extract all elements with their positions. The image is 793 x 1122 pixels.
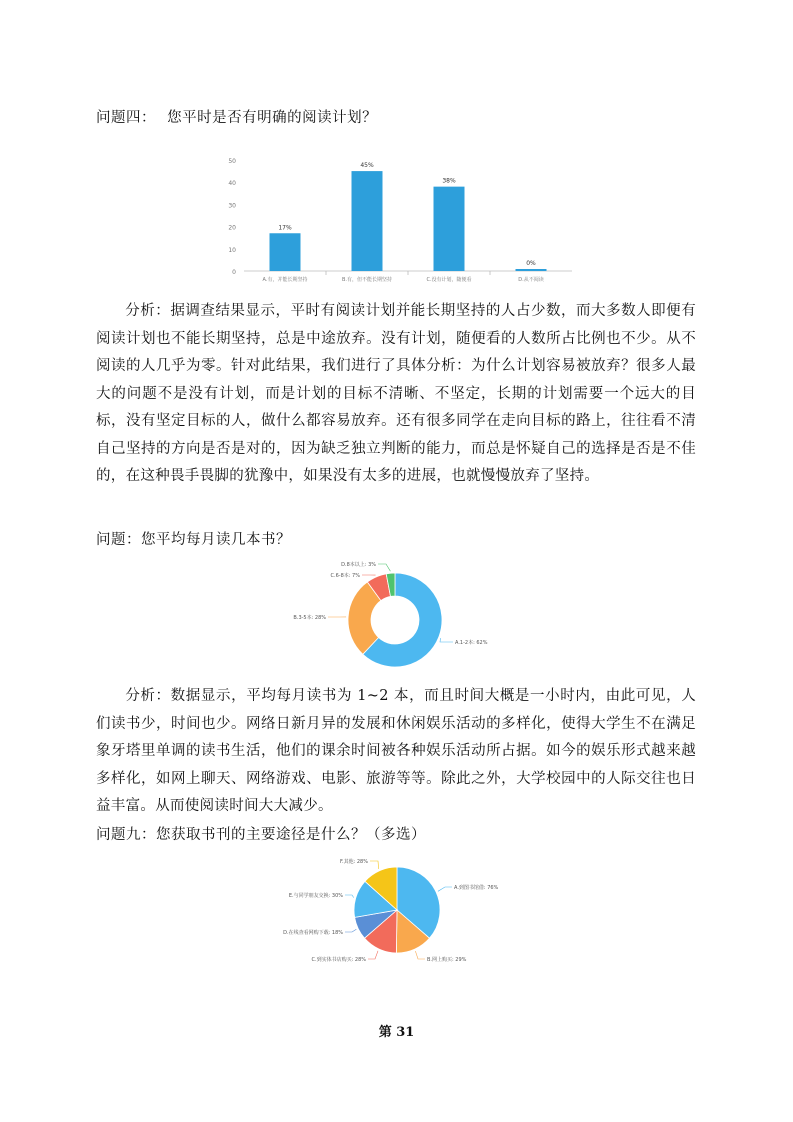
- slice-label: D.8本以上: 3%: [341, 562, 376, 568]
- slice-label: D.在线查看网购下载: 18%: [283, 930, 343, 936]
- bar: [352, 171, 383, 271]
- question-4-text: 您平时是否有明确的阅读计划？: [167, 110, 378, 126]
- book-source-pie-chart: [270, 852, 530, 972]
- question-9-label: 问题九：: [96, 827, 156, 843]
- reading-plan-bar-chart: [222, 150, 582, 295]
- slice-label: E.与同学朋友交换: 30%: [288, 893, 343, 899]
- y-tick-label: 40: [228, 180, 236, 188]
- leader-line: [378, 564, 390, 571]
- bar: [270, 233, 301, 271]
- slice-label: A.1-2本: 62%: [455, 640, 488, 646]
- leader-line: [440, 638, 453, 642]
- bar-value-label: 45%: [360, 162, 374, 170]
- bar-value-label: 17%: [278, 224, 292, 232]
- leader-line: [438, 887, 452, 891]
- x-category-label: A.有，并能长期坚持: [262, 277, 308, 283]
- slice-label: C.6-8本: 7%: [330, 573, 360, 579]
- question-books-text: 您平均每月读几本书？: [141, 532, 291, 548]
- analysis-2-text: 数据显示，平均每月读书为 1~2 本，而且时间大概是一小时内，由此可见，人们读书少，时间也少。网络日新月异的发展和休闲娱乐活动的多样化，使得大学生不在满足象牙塔里单调的读书生活，他们的课余时间被各种娱乐活动所占据。如今的娱乐形式越来越多样化，如网上聊天、网络游戏、电影、旅游等等。除此之外，大学校园中的人际交往也日益丰富。从而使阅读时间大大减少。: [96, 688, 696, 814]
- bar: [434, 187, 465, 271]
- y-tick-label: 0: [232, 269, 236, 276]
- bar-value-label: 38%: [442, 177, 456, 185]
- question-9: [96, 823, 426, 844]
- x-category-label: C.没有计划，随便看: [426, 277, 472, 283]
- x-category-label: B.有，但不能长期坚持: [341, 277, 393, 283]
- analysis-2-label: 分析：: [125, 688, 171, 704]
- analysis-1-label: 分析：: [125, 303, 171, 319]
- slice-label: B.3-5本: 28%: [293, 615, 326, 621]
- leader-line: [345, 895, 354, 898]
- question-4: [96, 106, 377, 127]
- question-books-label: 问题：: [96, 532, 141, 548]
- slice-label: B.网上购买: 29%: [427, 957, 467, 963]
- leader-line: [368, 951, 378, 959]
- question-4-label: 问题四：: [96, 110, 156, 126]
- page-number: 第 31: [378, 1025, 415, 1040]
- analysis-1-text: 据调查结果显示，平时有阅读计划并能长期坚持的人占少数，而大多数人即便有阅读计划也不能长期坚持，总是中途放弃。没有计划，随便看的人数所占比例也不少。从不阅读的人几乎为零。针对此结果，我们进行了具体分析：为什么计划容易被放弃？很多人最大的问题不是没有计划，而是计划的目标不清晰、不坚定，长期的计划需要一个远大的目标，没有坚定目标的人，做什么都容易放弃。还有很多同学在走向目标的路上，往往看不清自己坚持的方向是否是对的，因为缺乏独立判断的能力，而总是怀疑自己的选择是否是不佳的，在这种畏手畏脚的犹豫中，如果没有太多的进展，也就慢慢放弃了坚持。: [96, 303, 696, 484]
- y-tick-label: 30: [228, 202, 236, 210]
- bar: [516, 269, 547, 271]
- slice-label: A.到图书馆借: 76%: [454, 885, 499, 891]
- analysis-1: [96, 298, 696, 491]
- analysis-2: [96, 683, 696, 821]
- leader-line: [415, 951, 425, 959]
- question-9-text: 您获取书刊的主要途径是什么？（多选）: [156, 827, 426, 843]
- y-tick-label: 20: [228, 224, 236, 232]
- slice-label: C.到实体书店购买: 28%: [311, 957, 366, 963]
- y-tick-label: 50: [228, 158, 236, 165]
- x-category-label: D.从不阅读: [518, 277, 544, 283]
- leader-line: [370, 861, 379, 869]
- bar-value-label: 0%: [526, 260, 536, 267]
- question-books-per-month: [96, 528, 291, 549]
- y-tick-label: 10: [228, 246, 236, 254]
- books-per-month-donut-chart: [290, 555, 520, 675]
- leader-line: [345, 929, 356, 932]
- slice-label: F.其他: 28%: [339, 859, 368, 865]
